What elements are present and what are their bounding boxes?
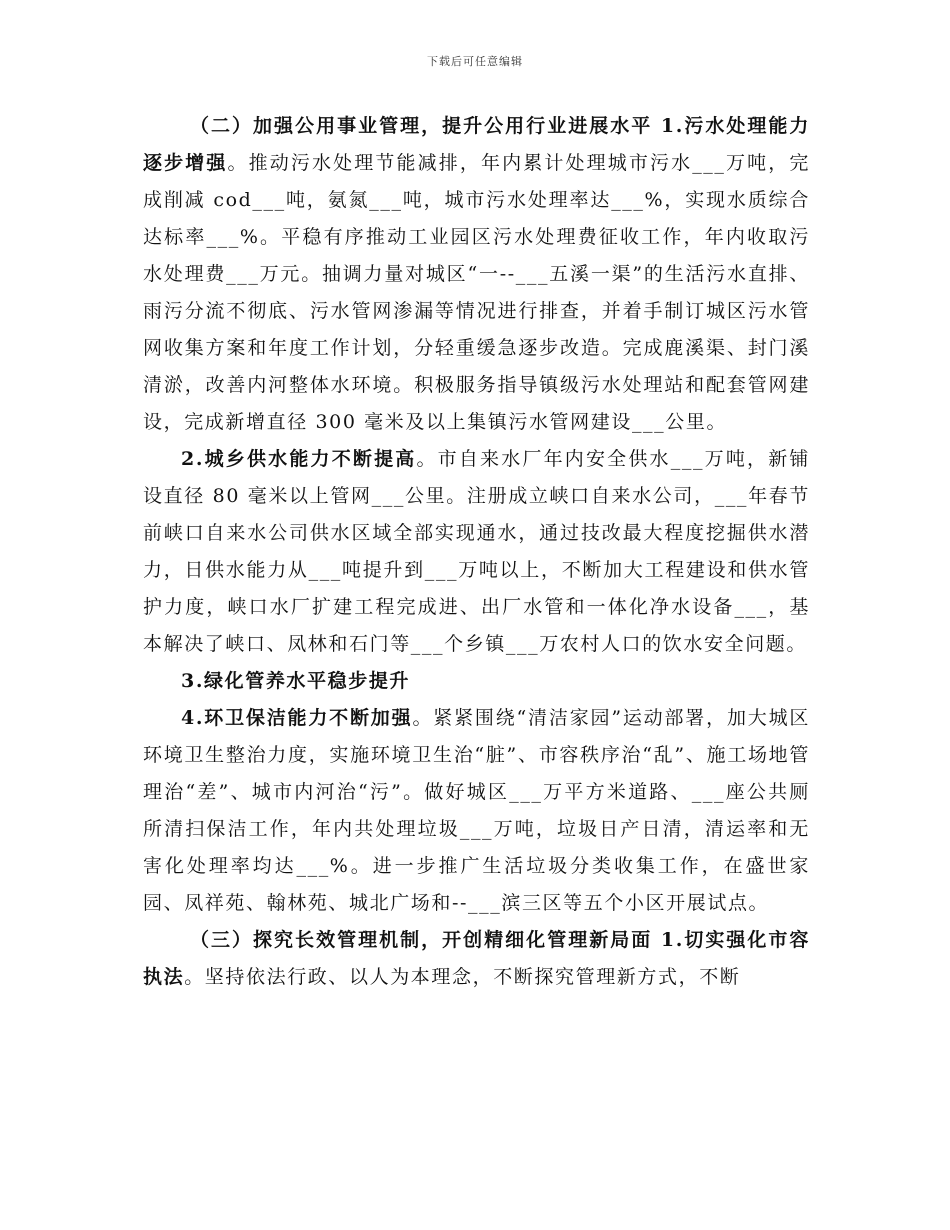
paragraph — [143, 663, 810, 700]
paragraph-text: 。坚持依法行政、以人为本理念，不断探究管理新方式，不断 — [184, 966, 741, 988]
section-paragraph — [143, 108, 810, 441]
paragraph-heading: （二）加强公用事业管理，提升公用行业进展水平 1.污水处理能力逐步增强 — [143, 115, 810, 174]
document-body — [143, 108, 810, 996]
paragraph-text: 。紧紧围绕“清洁家园”运动部署，加大城区环境卫生整治力度，实施环境卫生治“脏”、市容秩序治“乱”、施工场地管理治“差”、城市内河治“污”。做好城区___万平方米道路、___座公共厕所清扫保洁工作，年内共处理垃圾___万吨，垃圾日产日清，清运率和无害化处理率均达___%。进一步推广生活垃圾分类收集工作，在盛世家园、凤祥苑、翰林苑、城北广场和--___滨三区等五个小区开展试点。 — [143, 707, 810, 914]
paragraph-text: 。推动污水处理节能减排，年内累计处理城市污水___万吨，完成削减 cod___吨，氨氮___吨，城市污水处理率达___%，实现水质综合达标率___%。平稳有序推动工业园区污水处理费征收工作，年内收取污水处理费___万元。抽调力量对城区“一--___五溪一渠”的生活污水直排、雨污分流不彻底、污水管网渗漏等情况进行排查，并着手制订城区污水管网收集方案和年度工作计划，分轻重缓急逐步改造。完成鹿溪渠、封门溪清淤，改善内河整体水环境。积极服务指导镇级污水处理站和配套管网建设，完成新增直径 300 毫米及以上集镇污水管网建设___公里。 — [143, 152, 810, 433]
paragraph-heading: 4.环卫保洁能力不断加强 — [181, 707, 413, 729]
section-paragraph — [143, 922, 810, 996]
paragraph — [143, 700, 810, 922]
paragraph-text: 。市自来水厂年内安全供水___万吨，新铺设直径 80 毫米以上管网___公里。注册成立峡口自来水公司，___年春节前峡口自来水公司供水区域全部实现通水，通过技改最大程度挖掘供水潜力，日供水能力从___吨提升到___万吨以上，不断加大工程建设和供水管护力度，峡口水厂扩建工程完成进、出厂水管和一体化净水设备___，基本解决了峡口、凤林和石门等___个乡镇___万农村人口的饮水安全问题。 — [143, 448, 810, 655]
paragraph-heading: 3.绿化管养水平稳步提升 — [181, 670, 411, 692]
paragraph-heading: 2.城乡供水能力不断提高 — [181, 448, 417, 470]
page-header: 下载后可任意编辑 — [427, 55, 523, 68]
paragraph-heading: （三）探究长效管理机制，开创精细化管理新局面 1.切实强化市容执法 — [143, 929, 810, 988]
paragraph — [143, 441, 810, 663]
